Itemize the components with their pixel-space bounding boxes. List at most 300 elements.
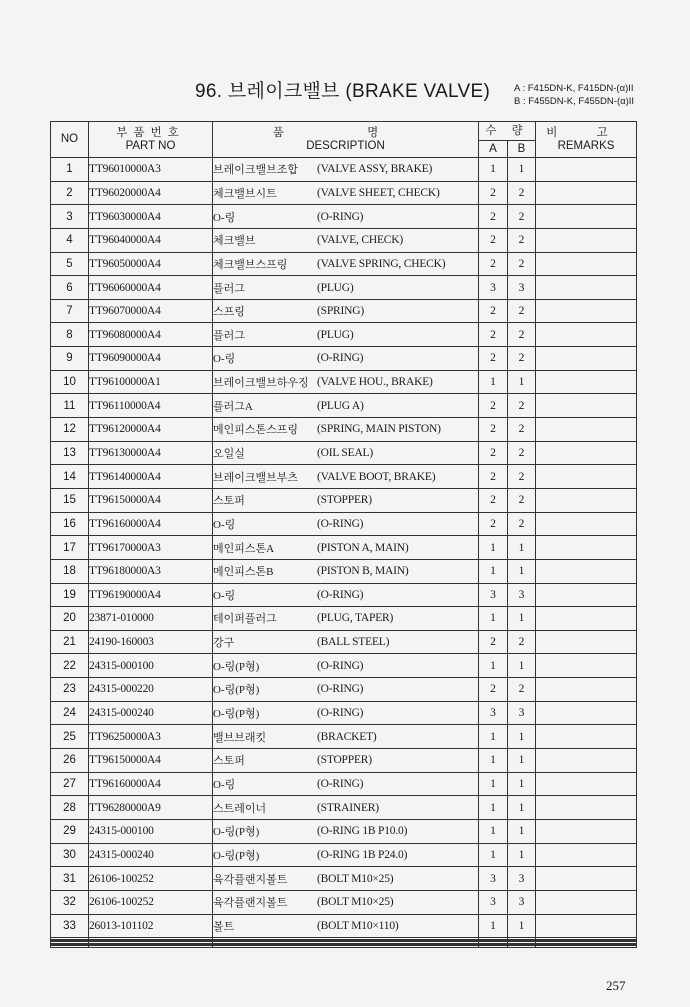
row-part-no: TT96250000A3 (89, 725, 213, 749)
row-remarks (536, 323, 637, 347)
row-description-ko: 메인피스톤A (213, 542, 275, 555)
row-description-en: (VALVE SHEET, CHECK) (317, 186, 440, 199)
table-row (51, 890, 637, 914)
row-part-no: 26106-100252 (89, 890, 213, 914)
row-description-en: (BALL STEEL) (317, 636, 390, 649)
row-description (213, 323, 479, 347)
row-description-ko: 체크밸브 (213, 235, 256, 248)
row-part-no: TT96150000A4 (89, 749, 213, 773)
row-part-no (89, 946, 213, 948)
empty-table-row (51, 946, 637, 948)
row-remarks (536, 654, 637, 678)
row-description-ko: 플러그 (213, 329, 245, 342)
row-no: 15 (51, 488, 89, 512)
row-remarks (536, 701, 637, 725)
row-no: 2 (51, 181, 89, 205)
row-description (213, 914, 479, 938)
row-description-en: (BOLT M10×25) (317, 896, 394, 909)
row-no: 32 (51, 890, 89, 914)
row-qty-a: 2 (479, 299, 508, 323)
row-part-no: TT96150000A4 (89, 488, 213, 512)
row-part-no: TT96010000A3 (89, 158, 213, 182)
row-part-no: TT96180000A3 (89, 559, 213, 583)
row-description-en: (VALVE, CHECK) (317, 234, 404, 247)
row-remarks (536, 678, 637, 702)
row-qty-b: 1 (508, 749, 536, 773)
row-no: 27 (51, 772, 89, 796)
row-description (213, 158, 479, 182)
table-row (51, 181, 637, 205)
row-description-ko: 테이퍼플러그 (213, 613, 277, 626)
row-qty-a: 1 (479, 914, 508, 938)
row-part-no: TT96040000A4 (89, 228, 213, 252)
row-description-ko: 브레이크밸브하우징 (213, 377, 309, 390)
row-no: 20 (51, 607, 89, 631)
row-description (213, 607, 479, 631)
row-qty-b: 1 (508, 607, 536, 631)
row-remarks (536, 418, 637, 442)
row-no: 6 (51, 276, 89, 300)
table-row (51, 488, 637, 512)
header-part-no-en: PART NO (125, 139, 176, 152)
row-description (213, 654, 479, 678)
row-description-ko: 브레이크밸브조합 (213, 164, 299, 177)
row-description-en: (SPRING) (317, 305, 364, 318)
row-description-en: (O-RING) (317, 777, 364, 790)
row-qty-b: 2 (508, 488, 536, 512)
row-qty-b: 2 (508, 678, 536, 702)
row-description-en: (BOLT M10×110) (317, 919, 399, 932)
row-remarks (536, 347, 637, 371)
row-remarks (536, 465, 637, 489)
row-description-ko: 체크밸브시트 (213, 187, 277, 200)
row-qty-a: 1 (479, 796, 508, 820)
row-no: 7 (51, 299, 89, 323)
table-row (51, 228, 637, 252)
row-no: 16 (51, 512, 89, 536)
model-a-label: A : F415DN-K, F415DN-(α)II (514, 83, 634, 94)
row-remarks (536, 946, 637, 948)
header-qty-a: A (479, 141, 508, 158)
row-remarks (536, 749, 637, 773)
row-part-no: TT96080000A4 (89, 323, 213, 347)
header-qty (479, 122, 536, 141)
table-row (51, 394, 637, 418)
header-remarks-ko: 비 고 (546, 126, 626, 139)
row-part-no: TT96140000A4 (89, 465, 213, 489)
row-no: 28 (51, 796, 89, 820)
row-qty-b: 2 (508, 228, 536, 252)
row-description-en: (VALVE ASSY, BRAKE) (317, 163, 433, 176)
row-description (213, 228, 479, 252)
row-description (213, 890, 479, 914)
row-part-no: 24315-000240 (89, 701, 213, 725)
row-description-en: (VALVE SPRING, CHECK) (317, 257, 446, 270)
row-description-en: (O-RING) (317, 517, 364, 530)
row-description (213, 843, 479, 867)
row-description-ko: 육각플랜지볼트 (213, 897, 288, 910)
row-qty-a: 1 (479, 772, 508, 796)
row-qty-a: 3 (479, 276, 508, 300)
table-row (51, 370, 637, 394)
row-description-en: (O-RING) (317, 707, 364, 720)
row-part-no: 24315-000220 (89, 678, 213, 702)
row-qty-a: 1 (479, 607, 508, 631)
row-description-ko: O-링(P형) (213, 849, 260, 862)
row-qty-b: 1 (508, 796, 536, 820)
row-description-en: (O-RING 1B P10.0) (317, 825, 408, 838)
row-description (213, 488, 479, 512)
row-description-ko: 플러그 (213, 282, 245, 295)
row-no: 3 (51, 205, 89, 229)
row-description-ko: 브레이크밸브부츠 (213, 471, 299, 484)
row-no: 8 (51, 323, 89, 347)
header-qty-ko: 수 량 (485, 124, 529, 137)
table-row (51, 323, 637, 347)
row-qty-a: 1 (479, 749, 508, 773)
row-qty-b: 1 (508, 370, 536, 394)
row-description-en: (PLUG) (317, 281, 354, 294)
row-part-no: TT96170000A3 (89, 536, 213, 560)
row-qty-a: 2 (479, 465, 508, 489)
row-description (213, 701, 479, 725)
row-no: 26 (51, 749, 89, 773)
row-remarks (536, 181, 637, 205)
row-qty-a: 2 (479, 323, 508, 347)
row-qty-b: 2 (508, 347, 536, 371)
row-description (213, 347, 479, 371)
row-qty-b: 3 (508, 890, 536, 914)
row-description-ko: 강구 (213, 637, 235, 650)
row-qty-a: 1 (479, 536, 508, 560)
header-remarks-en: REMARKS (557, 139, 615, 152)
table-row (51, 654, 637, 678)
row-description-ko: 메인피스톤B (213, 566, 274, 579)
row-qty-b: 1 (508, 914, 536, 938)
row-description-ko: 오일실 (213, 448, 245, 460)
row-part-no: TT96030000A4 (89, 205, 213, 229)
row-no: 25 (51, 725, 89, 749)
table-row (51, 749, 637, 773)
row-no: 1 (51, 158, 89, 182)
table-row (51, 299, 637, 323)
row-no: 22 (51, 654, 89, 678)
row-no: 5 (51, 252, 89, 276)
model-b-label: B : F455DN-K, F455DN-(α)II (514, 96, 635, 107)
row-qty-a: 2 (479, 512, 508, 536)
row-qty-a: 2 (479, 181, 508, 205)
row-description-en: (O-RING 1B P24.0) (317, 848, 408, 861)
row-qty-a: 3 (479, 890, 508, 914)
row-remarks (536, 205, 637, 229)
row-description-en: (O-RING) (317, 588, 364, 601)
header-part-no-ko: 부품번호 (116, 126, 185, 139)
row-qty-a: 1 (479, 559, 508, 583)
table-row (51, 843, 637, 867)
row-description-ko: 스토퍼 (213, 755, 245, 768)
row-description-en: (VALVE HOU., BRAKE) (317, 376, 433, 389)
row-remarks (536, 299, 637, 323)
row-remarks (536, 252, 637, 276)
row-description (213, 749, 479, 773)
row-description-en: (O-RING) (317, 210, 364, 223)
header-qty-b: B (508, 141, 536, 158)
table-row (51, 630, 637, 654)
row-qty-b: 2 (508, 323, 536, 347)
row-part-no: TT96280000A9 (89, 796, 213, 820)
row-description (213, 630, 479, 654)
row-description (213, 299, 479, 323)
row-remarks (536, 772, 637, 796)
row-description-ko: O-링(P형) (213, 708, 260, 721)
row-qty-b: 2 (508, 181, 536, 205)
row-part-no: TT96090000A4 (89, 347, 213, 371)
row-description-en: (PLUG A) (317, 399, 364, 412)
row-qty-b: 1 (508, 772, 536, 796)
row-description-ko: 플러그A (213, 400, 253, 413)
row-remarks (536, 914, 637, 938)
page-title: 96. 브레이크밸브 (BRAKE VALVE) (195, 81, 491, 102)
row-description (213, 559, 479, 583)
row-remarks (536, 843, 637, 867)
row-remarks (536, 867, 637, 891)
row-description (213, 370, 479, 394)
row-no: 13 (51, 441, 89, 465)
row-qty-b: 3 (508, 701, 536, 725)
row-description (213, 465, 479, 489)
row-description (213, 181, 479, 205)
table-row (51, 914, 637, 938)
table-row (51, 819, 637, 843)
row-part-no: 23871-010000 (89, 607, 213, 631)
table-row (51, 441, 637, 465)
row-remarks (536, 512, 637, 536)
row-description-ko: O-링 (213, 518, 236, 531)
row-remarks (536, 819, 637, 843)
parts-table (50, 121, 637, 948)
table-row (51, 867, 637, 891)
row-qty-a: 3 (479, 583, 508, 607)
row-description (213, 441, 479, 465)
row-remarks (536, 370, 637, 394)
row-qty-a: 1 (479, 819, 508, 843)
row-part-no: TT96130000A4 (89, 441, 213, 465)
row-remarks (536, 890, 637, 914)
row-qty-a: 2 (479, 418, 508, 442)
row-qty-a: 1 (479, 158, 508, 182)
row-part-no: 24315-000240 (89, 843, 213, 867)
table-row (51, 701, 637, 725)
row-qty-b: 3 (508, 867, 536, 891)
table-row (51, 796, 637, 820)
row-part-no: TT96020000A4 (89, 181, 213, 205)
row-description (213, 867, 479, 891)
row-qty-b: 3 (508, 583, 536, 607)
table-row (51, 607, 637, 631)
row-remarks (536, 607, 637, 631)
row-part-no: 26013-101102 (89, 914, 213, 938)
row-description (213, 276, 479, 300)
row-part-no: TT96190000A4 (89, 583, 213, 607)
row-qty-a: 3 (479, 701, 508, 725)
row-no: 23 (51, 678, 89, 702)
row-qty-a: 1 (479, 370, 508, 394)
row-description-ko: O-링 (213, 589, 236, 602)
row-remarks (536, 394, 637, 418)
row-part-no: TT96160000A4 (89, 512, 213, 536)
row-description-en: (O-RING) (317, 352, 364, 365)
row-description-ko: O-링(P형) (213, 684, 260, 697)
row-no: 9 (51, 347, 89, 371)
row-no (51, 946, 89, 948)
row-description (213, 725, 479, 749)
row-part-no: TT96070000A4 (89, 299, 213, 323)
table-row (51, 347, 637, 371)
row-qty-b: 2 (508, 441, 536, 465)
row-qty-b: 2 (508, 512, 536, 536)
row-part-no: TT96120000A4 (89, 418, 213, 442)
row-description-ko: 볼트 (213, 920, 235, 933)
table-row (51, 276, 637, 300)
row-qty-a: 1 (479, 725, 508, 749)
header-remarks (536, 122, 637, 158)
row-qty-a: 2 (479, 252, 508, 276)
row-no: 14 (51, 465, 89, 489)
row-description (213, 819, 479, 843)
row-description-en: (SPRING, MAIN PISTON) (317, 423, 441, 436)
row-description (213, 512, 479, 536)
row-qty-b: 1 (508, 843, 536, 867)
row-description-en: (PISTON A, MAIN) (317, 541, 409, 554)
row-qty-b (508, 946, 536, 948)
row-qty-a: 1 (479, 654, 508, 678)
row-no: 33 (51, 914, 89, 938)
row-no: 11 (51, 394, 89, 418)
row-part-no: TT96110000A4 (89, 394, 213, 418)
row-qty-a: 1 (479, 843, 508, 867)
row-part-no: TT96060000A4 (89, 276, 213, 300)
table-row (51, 536, 637, 560)
table-row (51, 772, 637, 796)
row-qty-b: 2 (508, 394, 536, 418)
row-description-en: (PLUG, TAPER) (317, 612, 394, 625)
model-legend (514, 82, 634, 108)
row-part-no: 24315-000100 (89, 654, 213, 678)
header-description-ko: 품 명 (272, 126, 419, 139)
row-description-en: (STOPPER) (317, 494, 372, 507)
row-remarks (536, 630, 637, 654)
table-row (51, 678, 637, 702)
table-row (51, 205, 637, 229)
row-qty-b: 1 (508, 819, 536, 843)
row-qty-b: 2 (508, 205, 536, 229)
row-no: 30 (51, 843, 89, 867)
row-qty-b: 1 (508, 158, 536, 182)
row-qty-a: 2 (479, 441, 508, 465)
row-description-en: (BRACKET) (317, 730, 377, 743)
row-description (213, 796, 479, 820)
row-remarks (536, 158, 637, 182)
header-no: NO (51, 122, 89, 158)
row-description-ko: 육각플랜지볼트 (213, 873, 288, 886)
row-qty-b: 1 (508, 536, 536, 560)
row-qty-b: 2 (508, 252, 536, 276)
row-qty-b: 1 (508, 654, 536, 678)
row-description-ko: 스프링 (213, 306, 245, 319)
row-description-ko: 스토퍼 (213, 495, 245, 508)
row-remarks (536, 488, 637, 512)
row-no: 17 (51, 536, 89, 560)
row-remarks (536, 228, 637, 252)
table-row (51, 725, 637, 749)
row-description-en: (BOLT M10×25) (317, 872, 394, 885)
row-qty-b: 1 (508, 559, 536, 583)
row-description-en: (VALVE BOOT, BRAKE) (317, 470, 436, 483)
row-no: 19 (51, 583, 89, 607)
row-part-no: TT96160000A4 (89, 772, 213, 796)
table-row (51, 583, 637, 607)
row-description-ko: 밸브브래킷 (213, 731, 267, 744)
row-remarks (536, 536, 637, 560)
row-qty-a (479, 946, 508, 948)
row-no: 18 (51, 559, 89, 583)
parts-table-body (51, 158, 637, 948)
row-no: 10 (51, 370, 89, 394)
row-description (213, 583, 479, 607)
row-no: 12 (51, 418, 89, 442)
row-description-en: (OIL SEAL) (317, 447, 374, 459)
row-no: 31 (51, 867, 89, 891)
row-description (213, 418, 479, 442)
table-row (51, 465, 637, 489)
row-qty-b: 1 (508, 725, 536, 749)
row-qty-b: 2 (508, 299, 536, 323)
row-qty-a: 2 (479, 678, 508, 702)
row-description-ko: O-링 (213, 353, 236, 366)
row-description-en: (O-RING) (317, 659, 364, 672)
row-qty-a: 2 (479, 394, 508, 418)
row-description-en: (PISTON B, MAIN) (317, 565, 409, 578)
row-part-no: 24190-160003 (89, 630, 213, 654)
page-number: 257 (606, 978, 626, 993)
row-remarks (536, 559, 637, 583)
table-row (51, 418, 637, 442)
row-description-ko: 스트레이너 (213, 802, 267, 815)
row-qty-b: 2 (508, 465, 536, 489)
row-description-en: (PLUG) (317, 328, 354, 341)
row-description-en: (STOPPER) (317, 754, 372, 767)
row-qty-a: 2 (479, 488, 508, 512)
table-row (51, 559, 637, 583)
row-description (213, 946, 479, 948)
row-description (213, 536, 479, 560)
row-no: 21 (51, 630, 89, 654)
row-description-ko: O-링 (213, 778, 236, 791)
row-part-no: 24315-000100 (89, 819, 213, 843)
row-no: 4 (51, 228, 89, 252)
row-qty-b: 2 (508, 418, 536, 442)
row-description (213, 252, 479, 276)
row-qty-a: 2 (479, 228, 508, 252)
row-description-ko: O-링 (213, 211, 236, 224)
row-part-no: 26106-100252 (89, 867, 213, 891)
header-description (213, 122, 479, 158)
row-remarks (536, 276, 637, 300)
row-description-ko: 메인피스톤스프링 (213, 424, 299, 437)
row-qty-b: 2 (508, 630, 536, 654)
row-remarks (536, 583, 637, 607)
header-part-no (89, 122, 213, 158)
